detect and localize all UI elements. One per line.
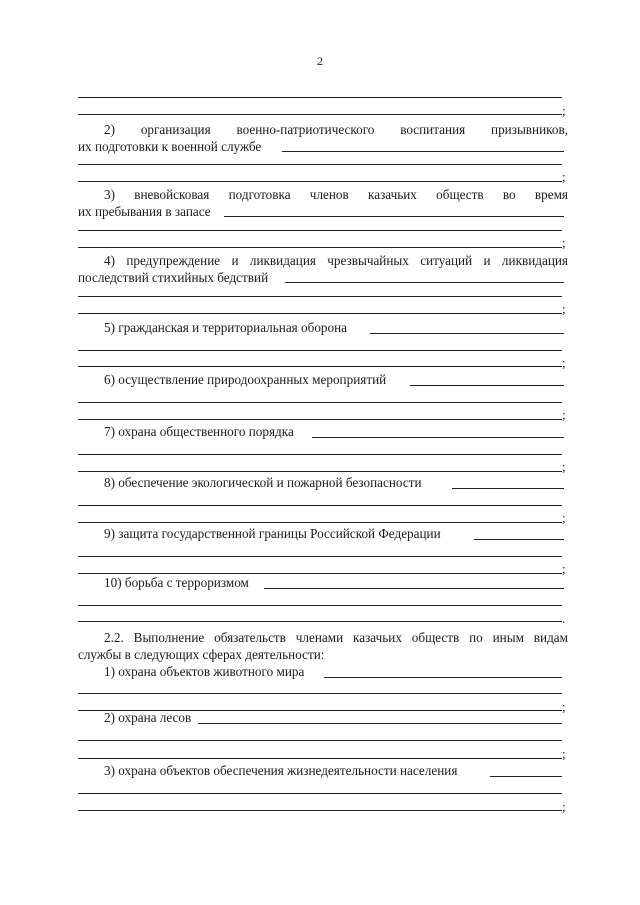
blank-line[interactable] xyxy=(198,723,562,724)
semicolon: ; xyxy=(562,407,566,422)
semicolon: ; xyxy=(562,746,566,761)
section-2-2-text-cont: службы в следующих сферах деятельности: xyxy=(78,647,325,662)
blank-line[interactable] xyxy=(78,313,562,314)
semicolon: ; xyxy=(562,561,566,576)
semicolon: ; xyxy=(562,235,566,250)
blank-line[interactable] xyxy=(78,758,562,759)
blank-line[interactable] xyxy=(78,454,562,455)
blank-line[interactable] xyxy=(264,588,564,589)
item-4-text: 4) предупреждение и ликвидация чрезвычайных ситуаций и ликвидация xyxy=(104,253,568,268)
blank-line[interactable] xyxy=(78,366,562,367)
blank-line[interactable] xyxy=(474,539,564,540)
semicolon: ; xyxy=(562,699,566,714)
item-8-text: 8) обеспечение экологической и пожарной безопасности xyxy=(104,475,422,490)
blank-line[interactable] xyxy=(78,97,562,98)
blank-line[interactable] xyxy=(285,282,564,283)
blank-line[interactable] xyxy=(78,693,562,694)
semicolon: ; xyxy=(562,103,566,118)
page-number: 2 xyxy=(317,54,323,68)
blank-line[interactable] xyxy=(78,793,562,794)
blank-line[interactable] xyxy=(78,556,562,557)
blank-line[interactable] xyxy=(78,621,562,622)
blank-line[interactable] xyxy=(224,216,564,217)
semicolon: ; xyxy=(562,510,566,525)
item-3-text-cont: их пребывания в запасе xyxy=(78,204,211,219)
item-7-text: 7) охрана общественного порядка xyxy=(104,424,294,439)
period: . xyxy=(562,611,566,626)
item-10-text: 10) борьба с терроризмом xyxy=(104,575,249,590)
subitem-2-text: 2) охрана лесов xyxy=(104,710,192,725)
item-6-text: 6) осуществление природоохранных мероприятий xyxy=(104,372,387,387)
blank-line[interactable] xyxy=(312,437,564,438)
blank-line[interactable] xyxy=(78,471,562,472)
blank-line[interactable] xyxy=(78,740,562,741)
blank-line[interactable] xyxy=(78,522,562,523)
blank-line[interactable] xyxy=(78,350,562,351)
semicolon: ; xyxy=(562,459,566,474)
blank-line[interactable] xyxy=(324,677,562,678)
blank-line[interactable] xyxy=(410,385,564,386)
item-2-text-cont: их подготовки к военной службе xyxy=(78,139,262,154)
blank-line[interactable] xyxy=(78,505,562,506)
blank-line[interactable] xyxy=(452,488,564,489)
blank-line[interactable] xyxy=(78,573,562,574)
blank-line[interactable] xyxy=(78,114,562,115)
item-5-text: 5) гражданская и территориальная оборона xyxy=(104,320,348,335)
blank-line[interactable] xyxy=(370,333,564,334)
blank-line[interactable] xyxy=(78,810,562,811)
blank-line[interactable] xyxy=(78,247,562,248)
blank-line[interactable] xyxy=(282,151,564,152)
blank-line[interactable] xyxy=(78,419,562,420)
item-9-text: 9) защита государственной границы Российской Федерации xyxy=(104,526,441,541)
subitem-3-text: 3) охрана объектов обеспечения жизнедеятельности населения xyxy=(104,763,458,778)
blank-line[interactable] xyxy=(78,402,562,403)
semicolon: ; xyxy=(562,169,566,184)
blank-line[interactable] xyxy=(78,296,562,297)
semicolon: ; xyxy=(562,355,566,370)
item-3-text: 3) вневойсковая подготовка членов казачьих обществ во время xyxy=(104,187,568,202)
blank-line[interactable] xyxy=(78,605,562,606)
semicolon: ; xyxy=(562,799,566,814)
blank-line[interactable] xyxy=(490,776,562,777)
semicolon: ; xyxy=(562,301,566,316)
subitem-1-text: 1) охрана объектов животного мира xyxy=(104,664,305,679)
item-2-text: 2) организация военно-патриотического воспитания призывников, xyxy=(104,122,568,137)
blank-line[interactable] xyxy=(78,181,562,182)
blank-line[interactable] xyxy=(78,230,562,231)
item-4-text-cont: последствий стихийных бедствий xyxy=(78,270,269,285)
blank-line[interactable] xyxy=(78,164,562,165)
section-2-2-text: 2.2. Выполнение обязательств членами казачьих обществ по иным видам xyxy=(104,630,568,645)
